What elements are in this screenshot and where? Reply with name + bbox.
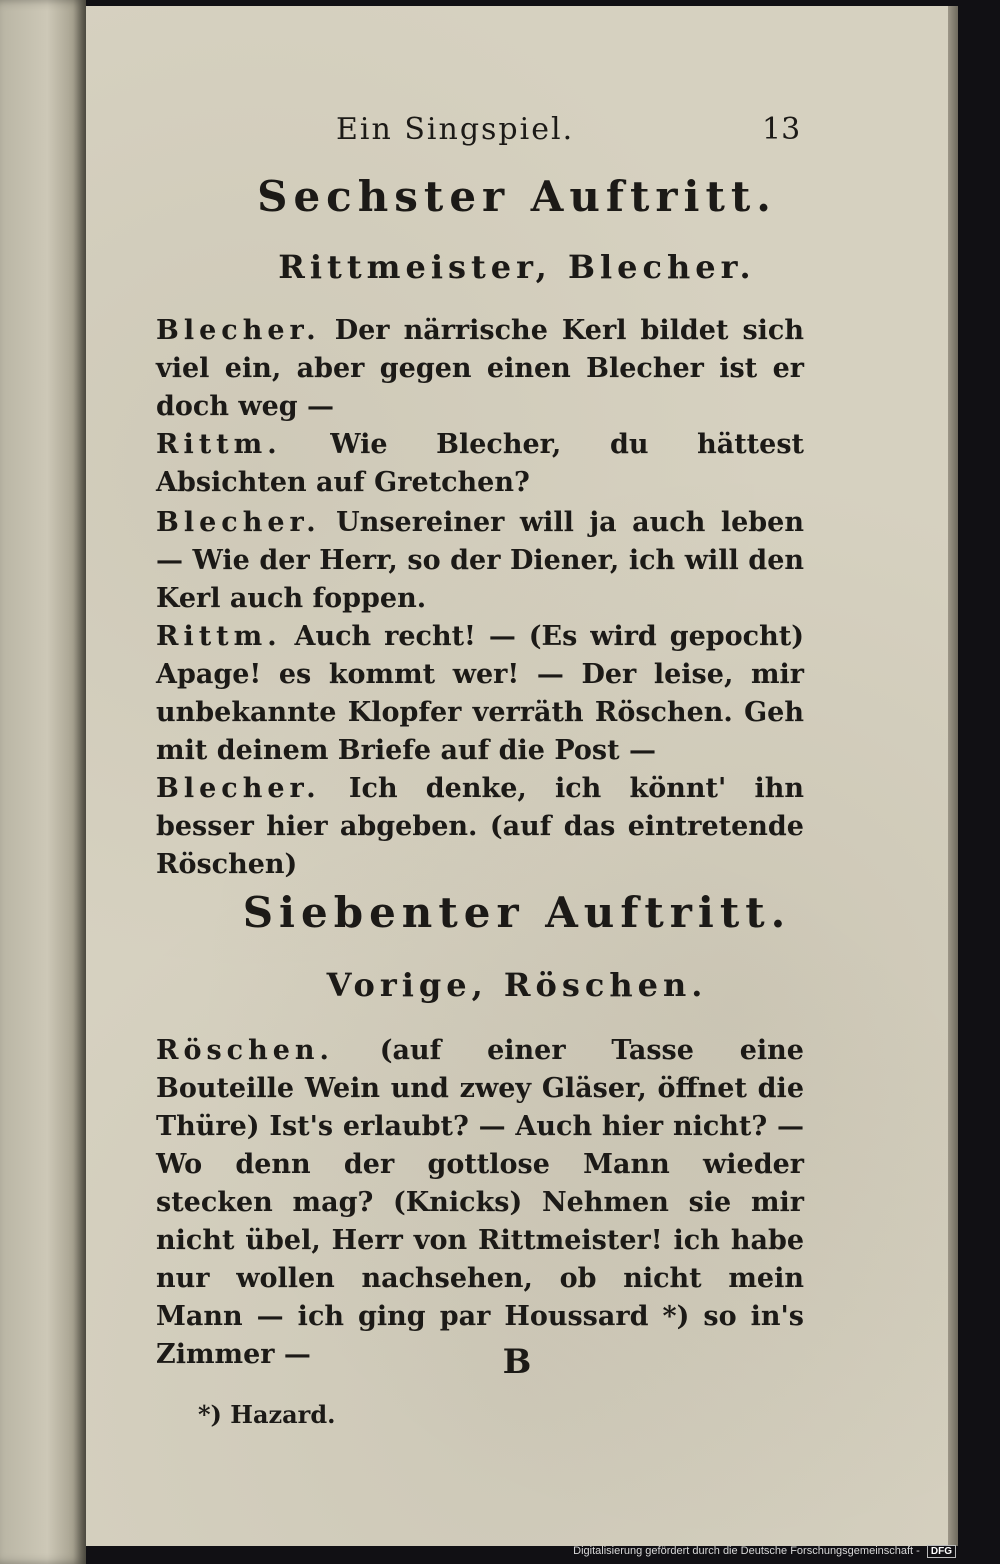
- dialogue-paragraph: [156, 1032, 804, 1374]
- speaker-name: Blecher.: [156, 773, 321, 804]
- dialogue-paragraph: [156, 504, 804, 618]
- dialogue-paragraph: [156, 312, 804, 426]
- dfg-logo: DFG: [927, 1545, 956, 1558]
- dialogue-text: Unsereiner will ja auch leben — Wie der Herr, so der Diener, ich will den Kerl auch foppen.: [156, 507, 804, 614]
- credit-text: Digitalisierung gefördert durch die Deutsche Forschungsgemeinschaft -: [573, 1545, 920, 1557]
- page-number: 13: [762, 112, 801, 147]
- dialogue-text: Auch recht! — (Es wird gepocht) Apage! es kommt wer! — Der leise, mir unbekannte Klopfer verräth Röschen. Geh mit deinem Briefe auf die Post —: [156, 621, 804, 766]
- scene-heading-6: Sechster Auftritt.: [257, 172, 777, 221]
- scene-heading-7: Siebenter Auftritt.: [242, 888, 792, 937]
- signature-mark: B: [502, 1342, 532, 1382]
- footnote: *) Hazard.: [198, 1400, 336, 1429]
- page-edge: [948, 6, 958, 1546]
- digitization-credit: [573, 1545, 956, 1558]
- dialogue-text: Ich denke, ich könnt' ihn besser hier abgeben. (auf das eintretende Röschen): [156, 773, 804, 880]
- book-page: [86, 6, 951, 1546]
- book-spine: [0, 0, 86, 1564]
- dialogue-text: Wie Blecher, du hättest Absichten auf Gretchen?: [156, 429, 805, 498]
- speaker-name: Rittm.: [156, 621, 282, 652]
- speaker-name: Blecher.: [156, 507, 321, 538]
- speaker-name: Röschen.: [156, 1035, 334, 1066]
- dialogue-paragraph: [156, 426, 804, 502]
- dialogue-paragraph: [156, 618, 804, 770]
- running-head: [86, 112, 948, 156]
- running-title: Ein Singspiel.: [336, 112, 575, 147]
- speaker-name: Blecher.: [156, 315, 321, 346]
- dialogue-text: Der närrische Kerl bildet sich viel ein, aber gegen einen Blecher ist er doch weg —: [156, 315, 804, 422]
- scene-cast-6: Rittmeister, Blecher.: [278, 248, 756, 286]
- speaker-name: Rittm.: [156, 429, 282, 460]
- scene-cast-7: Vorige, Röschen.: [326, 966, 708, 1004]
- dialogue-text: (auf einer Tasse eine Bouteille Wein und zwey Gläser, öffnet die Thüre) Ist's erlaubt? — Auch hier nicht? — Wo denn der gottlose Mann wieder stecken mag? (Knicks) Nehmen sie mir nicht übel, Herr von Rittmeister! ich habe nur wollen nachsehen, ob nicht mein Mann — ich ging par Houssard *) so in's Zimmer —: [156, 1035, 804, 1370]
- dialogue-paragraph: [156, 770, 804, 884]
